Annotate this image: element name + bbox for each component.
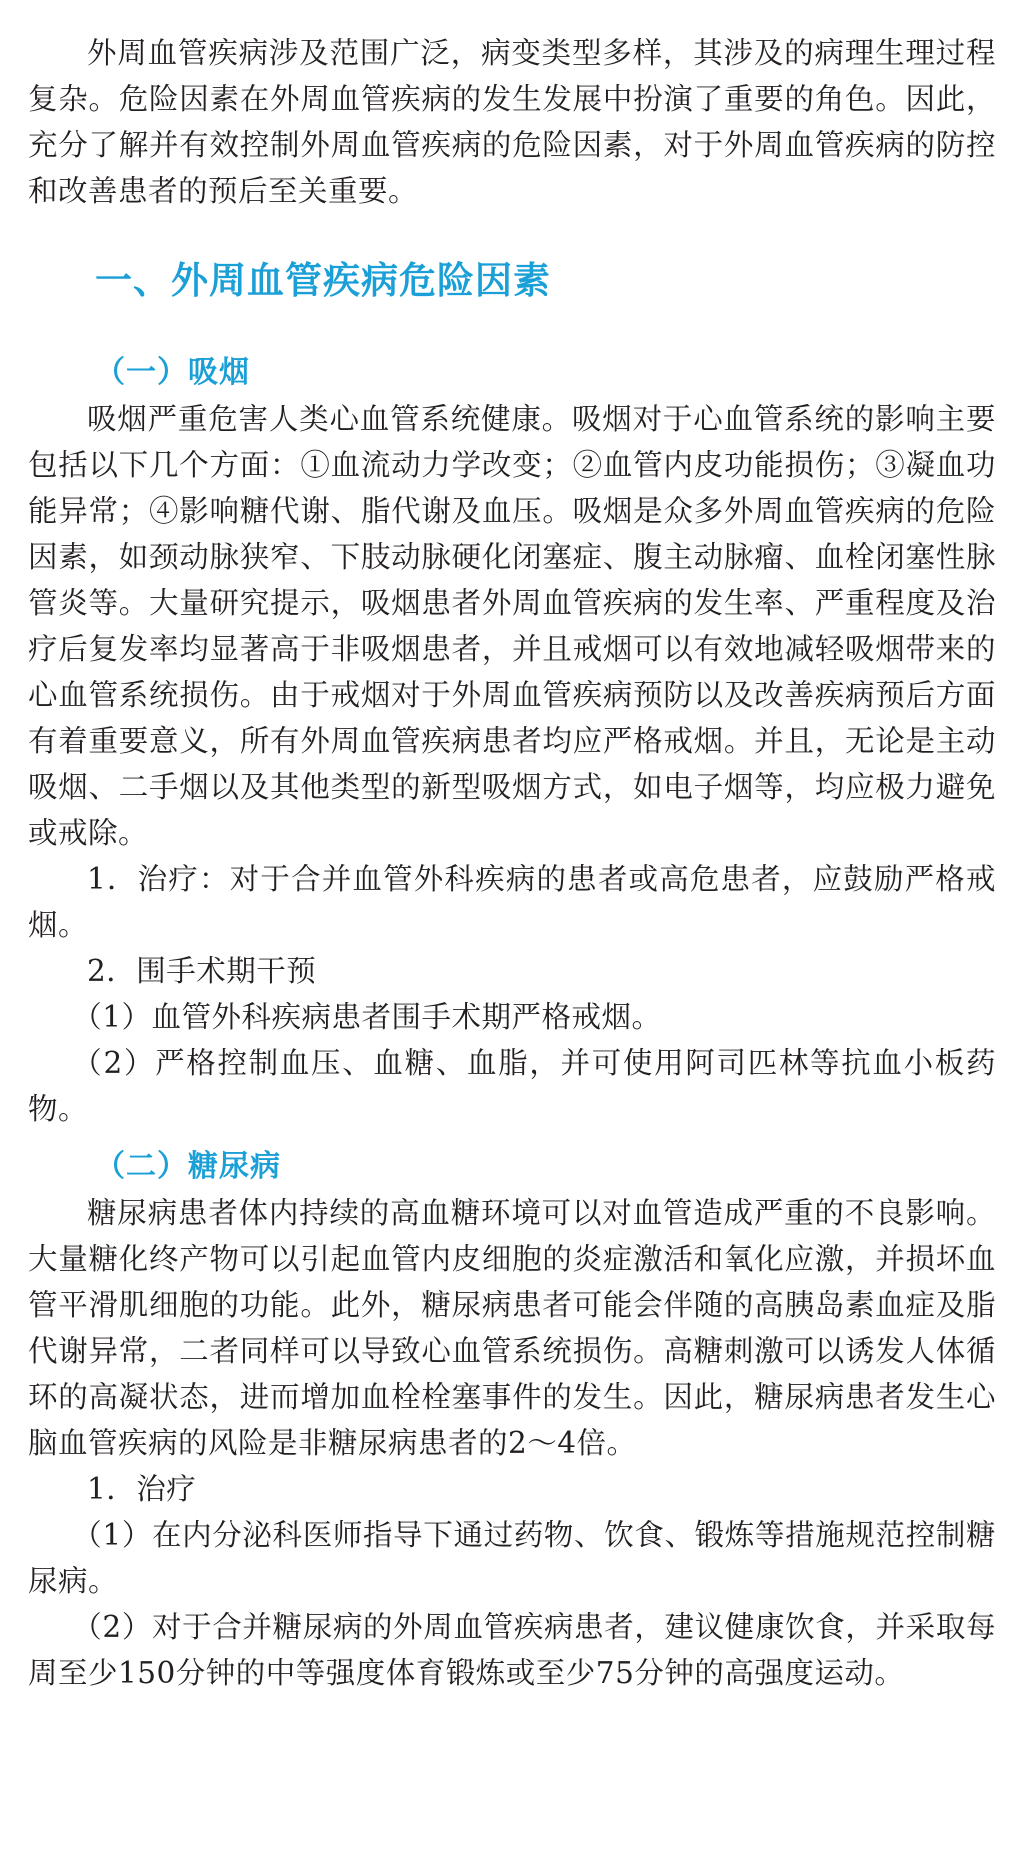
subsection-heading-smoking: （一）吸烟 [95,355,250,390]
diabetes-paragraph: 糖尿病患者体内持续的高血糖环境可以对血管造成严重的不良影响。大量糖化终产物可以引起血管内皮细胞的炎症激活和氧化应激，并损坏血管平滑肌细胞的功能。此外，糖尿病患者可能会伴随的高胰岛素血症及脂代谢异常，二者同样可以导致心血管系统损伤。高糖刺激可以诱发人体循环的高凝状态，进而增加血栓栓塞事件的发生。因此，糖尿病患者发生心脑血管疾病的风险是非糖尿病患者的2～4倍。 [28,1196,996,1460]
document-page [28,30,996,1696]
smoking-subitem-1: （1）血管外科疾病患者围手术期严格戒烟。 [72,1000,662,1034]
smoking-paragraph: 吸烟严重危害人类心血管系统健康。吸烟对于心血管系统的影响主要包括以下几个方面：①血流动力学改变；②血管内皮功能损伤；③凝血功能异常；④影响糖代谢、脂代谢及血压。吸烟是众多外周血管疾病的危险因素，如颈动脉狭窄、下肢动脉硬化闭塞症、腹主动脉瘤、血栓闭塞性脉管炎等。大量研究提示，吸烟患者外周血管疾病的发生率、严重程度及治疗后复发率均显著高于非吸烟患者，并且戒烟可以有效地减轻吸烟带来的心血管系统损伤。由于戒烟对于外周血管疾病预防以及改善疾病预后方面有着重要意义，所有外周血管疾病患者均应严格戒烟。并且，无论是主动吸烟、二手烟以及其他类型的新型吸烟方式，如电子烟等，均应极力避免或戒除。 [28,402,996,850]
diabetes-item-treatment: 1．治疗 [87,1472,197,1506]
section-heading: 一、外周血管疾病危险因素 [95,259,551,302]
smoking-item-perioperative: 2．围手术期干预 [87,954,317,988]
smoking-item-treatment: 1．治疗：对于合并血管外科疾病的患者或高危患者，应鼓励严格戒烟。 [28,862,996,942]
smoking-subitem-2: （2）严格控制血压、血糖、血脂，并可使用阿司匹林等抗血小板药物。 [28,1046,996,1126]
diabetes-subitem-2: （2）对于合并糖尿病的外周血管疾病患者，建议健康饮食，并采取每周至少150分钟的中等强度体育锻炼或至少75分钟的高强度运动。 [28,1610,996,1690]
subsection-heading-diabetes: （二）糖尿病 [95,1149,281,1184]
diabetes-subitem-1: （1）在内分泌科医师指导下通过药物、饮食、锻炼等措施规范控制糖尿病。 [28,1518,996,1598]
intro-paragraph: 外周血管疾病涉及范围广泛，病变类型多样，其涉及的病理生理过程复杂。危险因素在外周血管疾病的发生发展中扮演了重要的角色。因此，充分了解并有效控制外周血管疾病的危险因素，对于外周血管疾病的防控和改善患者的预后至关重要。 [28,36,996,208]
